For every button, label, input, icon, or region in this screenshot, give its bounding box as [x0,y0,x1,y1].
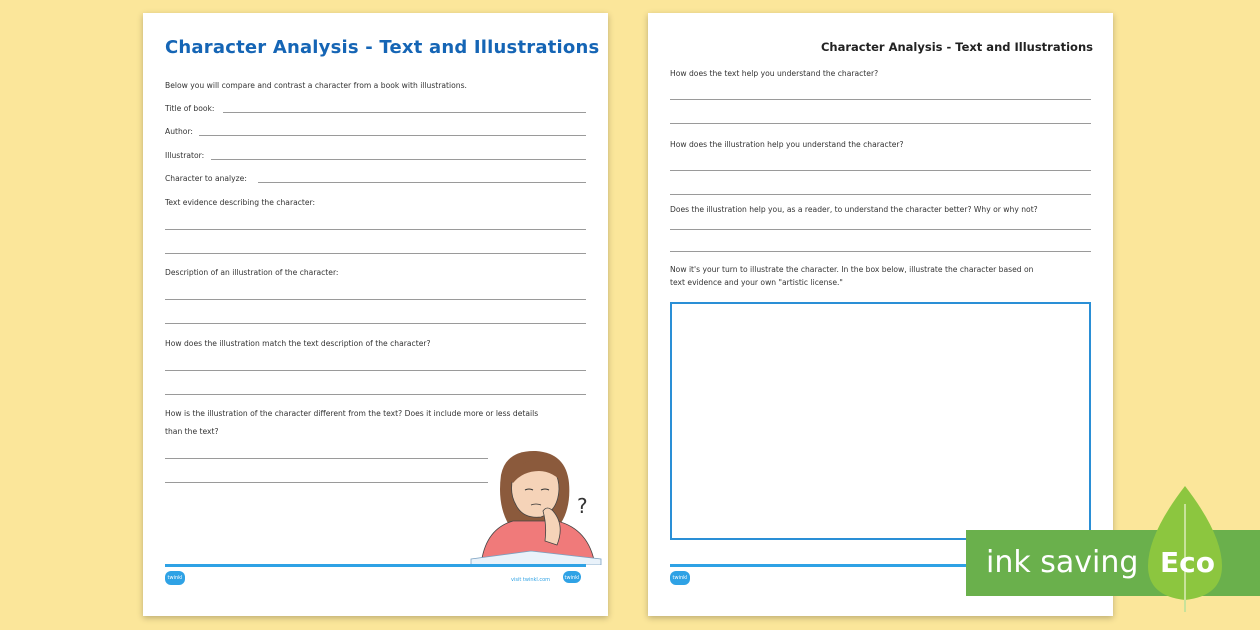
answer-line [670,170,1091,171]
question-illustration-description: Description of an illustration of the character: [165,268,339,277]
question-illustrate: Now it's your turn to illustrate the character. In the box below, illustrate the character based on [670,265,1034,274]
field-label-character: Character to analyze: [165,174,247,183]
thinking-girl-illustration [461,445,607,565]
intro-text: Below you will compare and contrast a character from a book with illustrations. [165,81,467,90]
answer-line [165,370,586,371]
site-text: visit twinkl.com [511,577,551,583]
twinkl-logo: twinkl [670,571,690,585]
answer-line [165,482,488,483]
ink-saving-text: ink saving [986,545,1139,580]
answer-line [165,299,586,300]
field-label-title: Title of book: [165,104,215,113]
answer-line [670,229,1091,230]
svg-text:?: ? [577,494,588,518]
question-understand-better: Does the illustration help you, as a reader, to understand the character better? Why or why not? [670,205,1038,214]
answer-line [165,253,586,254]
question-text-evidence: Text evidence describing the character: [165,198,316,207]
answer-line [165,394,586,395]
question-illustration-different-cont: than the text? [165,427,219,436]
field-label-author: Author: [165,127,193,136]
answer-line [165,323,586,324]
field-line-illustrator [211,159,586,160]
answer-line [670,194,1091,195]
footer-line [165,564,586,567]
answer-line [670,123,1091,124]
question-illustration-match: How does the illustration match the text description of the character? [165,339,431,348]
question-illustration-help: How does the illustration help you understand the character? [670,140,904,149]
field-line-character [258,182,586,183]
drawing-box[interactable] [670,302,1091,540]
answer-line [670,251,1091,252]
answer-line [165,458,488,459]
twinkl-logo: twinkl [165,571,185,585]
field-line-title [223,112,586,113]
field-line-author [199,135,586,136]
question-text-help: How does the text help you understand the character? [670,69,879,78]
worksheet-page-2 [648,13,1113,616]
page-title: Character Analysis - Text and Illustrations [820,40,1093,54]
answer-line [670,99,1091,100]
question-illustrate-cont: text evidence and your own "artistic license." [670,278,843,287]
twinkl-logo-small: twinkl [563,571,581,583]
question-illustration-different: How is the illustration of the character different from the text? Does it include more or less details [165,409,539,418]
answer-line [165,229,586,230]
field-label-illustrator: Illustrator: [165,151,205,160]
worksheet-page-1 [143,13,608,616]
page-title: Character Analysis - Text and Illustrations [165,37,600,58]
eco-text: Eco [1160,546,1215,579]
